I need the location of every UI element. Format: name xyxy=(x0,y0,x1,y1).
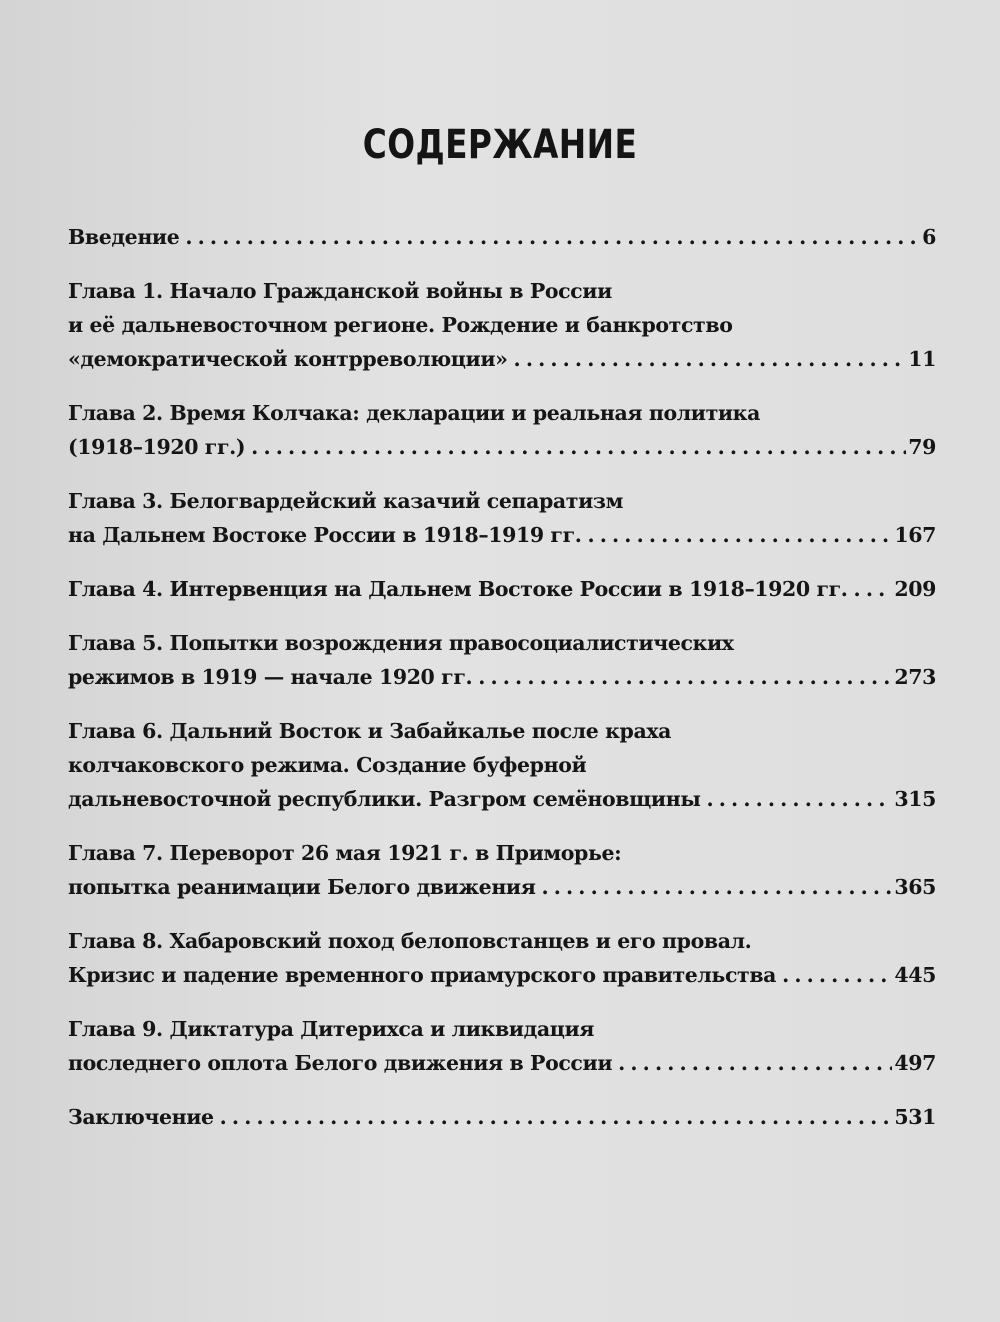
toc-entry-title: Глава 8. Хабаровский поход белоповстанцев и его провал. xyxy=(68,929,752,953)
page-number: 6 xyxy=(922,225,936,249)
toc-entry-title: попытка реанимации Белого движения xyxy=(68,875,536,899)
dot-leader xyxy=(782,958,892,992)
toc-entry-title: «демократической контрреволюции» xyxy=(68,347,508,371)
toc-entry xyxy=(68,396,936,464)
toc-entry-title: Глава 3. Белогвардейский казачий сепаратизм xyxy=(68,489,623,513)
toc-line xyxy=(68,626,936,660)
toc-line xyxy=(68,714,936,748)
toc-line xyxy=(68,518,936,552)
toc-line xyxy=(68,308,936,342)
toc-line xyxy=(68,748,936,782)
page-number: 445 xyxy=(894,963,936,987)
toc-line xyxy=(68,430,936,464)
toc-entry xyxy=(68,626,936,694)
toc-line xyxy=(68,484,936,518)
toc-entry-title: Глава 1. Начало Гражданской войны в России xyxy=(68,279,612,303)
toc-entry-title: Глава 9. Диктатура Дитерихса и ликвидация xyxy=(68,1017,595,1041)
page-number: 209 xyxy=(894,577,936,601)
page-number: 365 xyxy=(894,875,936,899)
toc-entry-title: Глава 4. Интервенция на Дальнем Востоке России в 1918–1920 гг. xyxy=(68,577,848,601)
toc-entry-title: Введение xyxy=(68,225,180,249)
toc-line xyxy=(68,870,936,904)
page-number: 497 xyxy=(894,1051,936,1075)
toc-line xyxy=(68,924,936,958)
toc-entry-title: Глава 2. Время Колчака: декларации и реальная политика xyxy=(68,401,760,425)
toc-entry xyxy=(68,220,936,254)
toc-line xyxy=(68,1012,936,1046)
toc-entry-title: Глава 6. Дальний Восток и Забайкалье после краха xyxy=(68,719,672,743)
page-number: 11 xyxy=(908,347,936,371)
toc-entry-title: Глава 5. Попытки возрождения правосоциалистических xyxy=(68,631,734,655)
dot-leader xyxy=(854,572,893,606)
toc-entry-title: последнего оплота Белого движения в России xyxy=(68,1051,613,1075)
dot-leader xyxy=(478,660,892,694)
toc-line xyxy=(68,342,936,376)
table-of-contents xyxy=(68,220,936,1154)
toc-line xyxy=(68,660,936,694)
dot-leader xyxy=(587,518,892,552)
toc-entry xyxy=(68,836,936,904)
toc-entry-title: Кризис и падение временного приамурского правительства xyxy=(68,963,777,987)
toc-entry xyxy=(68,1012,936,1080)
toc-entry xyxy=(68,572,936,606)
toc-entry-title: Заключение xyxy=(68,1105,214,1129)
toc-line xyxy=(68,836,936,870)
toc-entry xyxy=(68,1100,936,1134)
toc-entry xyxy=(68,484,936,552)
toc-entry-title: дальневосточной республики. Разгром семёновщины xyxy=(68,787,701,811)
toc-line xyxy=(68,1046,936,1080)
toc-line xyxy=(68,782,936,816)
dot-leader xyxy=(541,870,892,904)
toc-entry-title: режимов в 1919 — начале 1920 гг. xyxy=(68,665,473,689)
page-number: 79 xyxy=(908,435,936,459)
toc-line xyxy=(68,396,936,430)
page-number: 273 xyxy=(894,665,936,689)
dot-leader xyxy=(707,782,893,816)
toc-entry xyxy=(68,924,936,992)
page-title: СОДЕРЖАНИЕ xyxy=(362,122,638,168)
toc-line xyxy=(68,1100,936,1134)
toc-entry-title: колчаковского режима. Создание буферной xyxy=(68,753,587,777)
toc-entry xyxy=(68,274,936,376)
toc-line xyxy=(68,572,936,606)
dot-leader xyxy=(514,342,907,376)
toc-entry xyxy=(68,714,936,816)
dot-leader xyxy=(618,1046,892,1080)
toc-line xyxy=(68,958,936,992)
toc-line xyxy=(68,220,936,254)
dot-leader xyxy=(251,430,906,464)
dot-leader xyxy=(220,1100,893,1134)
page-number: 167 xyxy=(894,523,936,547)
dot-leader xyxy=(185,220,920,254)
toc-entry-title: Глава 7. Переворот 26 мая 1921 г. в Приморье: xyxy=(68,841,622,865)
toc-entry-title: и её дальневосточном регионе. Рождение и банкротство xyxy=(68,313,733,337)
page-number: 531 xyxy=(894,1105,936,1129)
toc-line xyxy=(68,274,936,308)
toc-entry-title: (1918–1920 гг.) xyxy=(68,435,246,459)
toc-entry-title: на Дальнем Востоке России в 1918–1919 гг. xyxy=(68,523,582,547)
page-number: 315 xyxy=(894,787,936,811)
